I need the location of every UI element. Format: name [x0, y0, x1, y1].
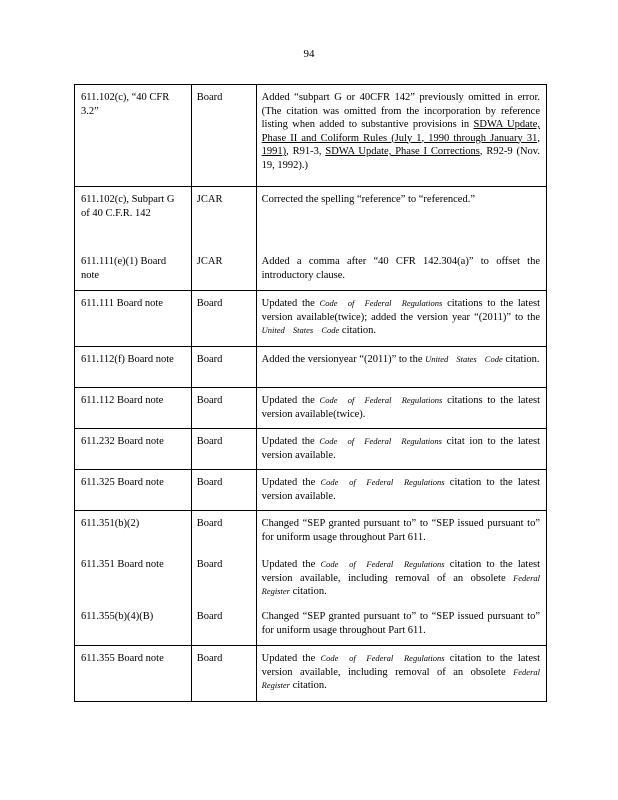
description-cell	[256, 388, 546, 421]
table-row	[75, 646, 547, 702]
description-text: citation.	[289, 680, 327, 691]
section-cell: 611.112(f) Board note	[81, 354, 174, 365]
page-number: 94	[303, 48, 315, 60]
description-text: citation to the latest version available, including removal of an obsolete	[261, 653, 541, 678]
underlined-citation: SDWA Update, Phase I Corrections	[325, 146, 480, 157]
entry	[75, 187, 546, 249]
italic-citation: Federal Register	[261, 666, 541, 690]
description-cell	[256, 604, 546, 637]
source-cell: Board	[196, 354, 223, 365]
description-text: Added the versionyear “(2011)” to the	[261, 354, 426, 365]
amendments-table	[74, 84, 547, 702]
entry	[75, 470, 546, 503]
section-cell: 611.111 Board note	[81, 298, 163, 309]
italic-citation: Code of Federal Regulations	[319, 395, 443, 405]
description-cell	[256, 291, 546, 338]
table-row	[75, 187, 547, 291]
description-text: , R91-3,	[286, 146, 326, 157]
section-cell: 611.232 Board note	[81, 436, 164, 447]
description-text: Updated the	[261, 559, 321, 570]
description-text: citation to the latest version available.	[261, 477, 541, 502]
description-text: Updated the	[261, 477, 321, 488]
entry	[75, 429, 546, 462]
source-cell: Board	[196, 653, 223, 664]
entry	[75, 604, 546, 637]
italic-citation: Federal Register	[261, 572, 541, 596]
table-row	[75, 291, 547, 347]
description-text: Changed “SEP granted pursuant to” to “SEP issued pursuant to” for uniform usage throughout Part 611.	[261, 518, 541, 543]
italic-citation: Code of Federal Regulations	[320, 653, 445, 663]
description-cell	[256, 429, 546, 462]
table-row	[75, 511, 547, 646]
description-text: Updated the	[261, 436, 320, 447]
entry	[75, 291, 546, 338]
entry	[75, 646, 546, 693]
description-cell	[256, 470, 546, 503]
italic-citation: Code of Federal Regulations	[319, 298, 443, 308]
source-cell: Board	[196, 611, 223, 622]
entry	[75, 249, 546, 282]
source-cell: Board	[196, 518, 223, 529]
description-text: citation.	[502, 354, 540, 365]
description-text: citation.	[289, 586, 327, 597]
section-cell: 611.355(b)(4)(B)	[81, 611, 154, 622]
description-text: citation to the latest version available, including removal of an obsolete	[261, 559, 541, 584]
source-cell: JCAR	[196, 256, 223, 267]
section-cell: 611.351(b)(2)	[81, 518, 140, 529]
section-cell: 611.102(c), Subpart G of 40 C.F.R. 142	[81, 194, 175, 219]
italic-citation: United States Code	[261, 325, 340, 335]
table-row	[75, 470, 547, 511]
italic-citation: Code of Federal Regulations	[320, 559, 445, 569]
source-cell: Board	[196, 92, 223, 103]
table-row	[75, 85, 547, 187]
description-text: Corrected the spelling “reference” to “referenced.”	[261, 194, 476, 205]
description-cell	[256, 85, 546, 172]
description-text: Updated the	[261, 653, 321, 664]
entry	[75, 85, 546, 172]
description-cell	[256, 249, 546, 282]
description-cell	[256, 511, 546, 552]
source-cell: JCAR	[196, 194, 223, 205]
entry	[75, 552, 546, 604]
description-cell	[256, 552, 546, 604]
description-text: citat ion to the latest version available.	[261, 436, 540, 461]
source-cell: Board	[196, 298, 223, 309]
section-cell: 611.351 Board note	[81, 559, 164, 570]
underlined-citation: SDWA Update, Phase II and Coliform Rules (July 1, 1990 through January 31, 1991)	[261, 119, 541, 157]
italic-citation: United States Code	[425, 354, 503, 364]
section-cell: 611.102(c), “40 CFR 3.2”	[81, 92, 170, 117]
italic-citation: Code of Federal Regulations	[320, 477, 445, 487]
table-row	[75, 347, 547, 388]
description-text: , R92-9 (Nov. 19, 1992).)	[261, 146, 541, 171]
description-text: Updated the	[261, 395, 320, 406]
section-cell: 611.112 Board note	[81, 395, 164, 406]
entry	[75, 388, 546, 421]
section-cell: 611.325 Board note	[81, 477, 164, 488]
source-cell: Board	[196, 477, 223, 488]
description-text: Changed “SEP granted pursuant to” to “SEP issued pursuant to” for uniform usage throughout Part 611.	[261, 611, 541, 636]
entry	[75, 511, 546, 552]
description-text: Added a comma after “40 CFR 142.304(a)” to offset the introductory clause.	[261, 256, 541, 281]
description-cell	[256, 347, 546, 367]
entry	[75, 347, 546, 367]
description-text: Updated the	[261, 298, 320, 309]
italic-citation: Code of Federal Regulations	[319, 436, 442, 446]
description-cell	[256, 646, 546, 693]
description-text: citation.	[339, 325, 377, 336]
section-cell: 611.111(e)(1) Board note	[81, 256, 167, 281]
section-cell: 611.355 Board note	[81, 653, 164, 664]
description-text: citations to the latest version available(twice); added the version year “(2011)” to the	[261, 298, 541, 323]
table-row	[75, 388, 547, 429]
description-text: citations to the latest version available(twice).	[261, 395, 541, 420]
description-text: Added “subpart G or 40CFR 142” previously omitted in error.(The citation was omitted from the incorporation by reference listing when added to substantive provisions in	[261, 92, 541, 130]
source-cell: Board	[196, 395, 223, 406]
source-cell: Board	[196, 436, 223, 447]
source-cell: Board	[196, 559, 223, 570]
description-cell	[256, 187, 546, 249]
table-row	[75, 429, 547, 470]
